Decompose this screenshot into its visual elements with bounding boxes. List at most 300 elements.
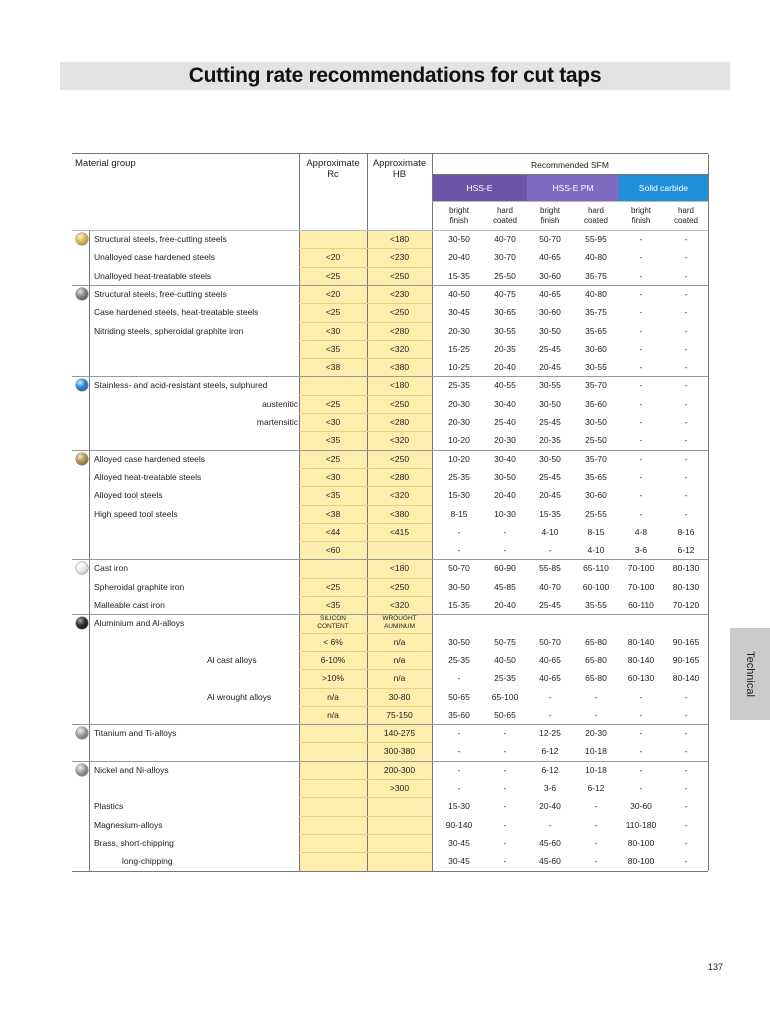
- sfm-value: -: [639, 746, 643, 757]
- sfm-value: -: [457, 728, 461, 739]
- sfm-value: 20-30: [448, 417, 470, 427]
- hb-value: <250: [389, 270, 410, 281]
- material-label: Brass, short-chipping: [94, 837, 174, 848]
- sub-header-3: bright finish: [539, 206, 560, 225]
- sfm-value: -: [684, 819, 688, 830]
- hb-value: WROUGHT AUMINUM: [382, 615, 417, 631]
- sfm-value: 20-40: [539, 801, 561, 812]
- approx-rc-header: Approximate Rc: [306, 158, 360, 180]
- sfm-value: 25-45: [539, 343, 561, 354]
- sfm-value: -: [594, 691, 598, 702]
- hb-value: <380: [389, 362, 410, 373]
- sfm-value: -: [457, 746, 461, 757]
- sfm-value: 30-45: [448, 307, 470, 318]
- hb-value: 300-380: [383, 746, 416, 757]
- sfm-value: -: [503, 728, 507, 739]
- sfm-value: -: [594, 801, 598, 812]
- sfm-value: 15-30: [448, 801, 470, 812]
- sfm-value: -: [684, 234, 688, 244]
- material-label: Alloyed heat-treatable steels: [94, 471, 202, 482]
- sfm-value: 40-50: [448, 288, 470, 299]
- hb-value: <250: [389, 581, 410, 592]
- sfm-value: 6-12: [541, 764, 559, 775]
- table-row: [72, 358, 708, 376]
- table-row: [72, 450, 708, 468]
- sfm-value: 25-35: [448, 380, 470, 391]
- material-label: Nitriding steels, spheroidal graphite iron: [94, 325, 244, 336]
- sfm-value: 10-18: [585, 764, 607, 775]
- rc-value: <38: [325, 508, 341, 519]
- sub-header-5: bright finish: [630, 206, 651, 225]
- sfm-value: -: [639, 435, 643, 446]
- sfm-value: 30-50: [585, 417, 607, 427]
- hb-value: n/a: [393, 654, 406, 665]
- sfm-value: 65-80: [585, 636, 607, 647]
- sub-header-4: hard coated: [583, 206, 609, 225]
- rc-value: <44: [325, 526, 341, 537]
- material-label: Titanium and Ti-alloys: [94, 728, 177, 739]
- sfm-value: -: [503, 837, 507, 848]
- sfm-value: 20-40: [494, 600, 516, 610]
- material-label: Magnesium-alloys: [94, 819, 163, 830]
- sfm-value: -: [684, 270, 688, 281]
- sfm-value: 30-45: [448, 837, 470, 848]
- rc-value: <25: [325, 581, 341, 592]
- rc-value: <60: [325, 545, 341, 556]
- sfm-value: -: [684, 288, 688, 299]
- sfm-value: 20-30: [585, 728, 607, 739]
- bronze-material-ball-icon: [76, 453, 88, 465]
- sfm-value: -: [639, 325, 643, 336]
- hb-value: 200-300: [383, 764, 416, 775]
- sfm-value: 90-165: [672, 636, 700, 647]
- sfm-value: 20-35: [539, 435, 561, 446]
- technical-tab[interactable]: [730, 628, 770, 720]
- sfm-value: 10-25: [448, 362, 470, 373]
- sfm-value: 35-65: [585, 325, 607, 336]
- hb-value: <230: [389, 288, 410, 299]
- sfm-value: 80-140: [627, 636, 655, 647]
- sfm-value: -: [503, 746, 507, 757]
- table-row: [72, 395, 708, 413]
- table-row: [72, 797, 708, 815]
- hb-value: 75-150: [386, 709, 413, 720]
- sfm-value: 20-30: [494, 435, 516, 446]
- sfm-value: 40-65: [539, 673, 561, 684]
- sfm-value: 80-100: [627, 837, 655, 848]
- gold-material-ball-icon: [76, 233, 88, 245]
- table-row: [72, 742, 708, 760]
- sfm-value: 30-60: [630, 801, 652, 812]
- sfm-value: -: [457, 526, 461, 537]
- sfm-value: 20-45: [539, 362, 561, 373]
- sfm-value: -: [684, 801, 688, 812]
- table-row: [72, 541, 708, 559]
- page-title: Cutting rate recommendations for cut taps: [188, 64, 602, 87]
- sfm-value: -: [684, 837, 688, 848]
- hb-value: <380: [389, 508, 410, 519]
- rc-value: < 6%: [323, 636, 343, 647]
- material-label: Unalloyed heat-treatable steels: [94, 270, 212, 281]
- hss-e-band-label: HSS-E: [466, 182, 493, 193]
- material-label: Spheroidal graphite iron: [94, 581, 185, 592]
- sfm-value: 40-75: [494, 288, 516, 299]
- sfm-value: -: [684, 325, 688, 336]
- material-label: Cast iron: [94, 563, 129, 574]
- sfm-value: -: [639, 490, 643, 501]
- table-row: [72, 376, 708, 394]
- rc-value: <25: [325, 398, 341, 409]
- sfm-value: 8-16: [677, 526, 695, 537]
- sfm-value: 25-50: [494, 270, 516, 281]
- table-row: [72, 431, 708, 449]
- sfm-value: -: [639, 398, 643, 409]
- sfm-value: -: [684, 380, 688, 391]
- sfm-value: 110-180: [625, 819, 657, 830]
- material-label: martensitic: [256, 417, 298, 427]
- sfm-value: 40-80: [585, 252, 607, 263]
- sfm-value: 45-85: [494, 581, 516, 592]
- sfm-value: 6-12: [677, 545, 695, 556]
- sfm-value: 50-70: [448, 563, 470, 574]
- rc-value: <30: [325, 325, 341, 336]
- sfm-value: 25-35: [448, 471, 470, 482]
- black-material-ball-icon: [76, 617, 88, 629]
- hb-value: <280: [389, 325, 410, 336]
- table-row: [72, 578, 708, 596]
- hb-value: >300: [389, 783, 410, 793]
- sfm-value: -: [684, 490, 688, 501]
- sfm-value: 4-10: [541, 526, 559, 537]
- table-row: [72, 413, 708, 431]
- hb-value: <250: [389, 453, 410, 464]
- hb-value: <280: [389, 417, 410, 427]
- sfm-value: 25-45: [539, 600, 561, 610]
- sfm-value: -: [639, 343, 643, 354]
- sfm-value: 30-45: [448, 856, 470, 867]
- table-row: [72, 596, 708, 614]
- sfm-value: -: [639, 288, 643, 299]
- sfm-value: -: [639, 709, 643, 720]
- sfm-value: -: [639, 380, 643, 391]
- hss-e-band: [432, 174, 527, 201]
- solid-carbide-band-label: Solid carbide: [638, 182, 689, 193]
- sfm-value: 25-40: [494, 417, 516, 427]
- material-label: austenitic: [262, 398, 298, 409]
- table-row: [72, 505, 708, 523]
- sfm-value: -: [548, 545, 552, 556]
- table-row: [72, 614, 708, 632]
- rc-value: <35: [325, 435, 341, 446]
- sfm-value: 30-70: [494, 252, 516, 263]
- sub-header-1: bright finish: [448, 206, 469, 225]
- sfm-value: -: [503, 819, 507, 830]
- sfm-value: -: [639, 270, 643, 281]
- sfm-value: 40-55: [494, 380, 516, 391]
- table-row: [72, 706, 708, 724]
- sfm-value: -: [639, 234, 643, 244]
- material-label: Stainless- and acid-resistant steels, sulphured: [94, 380, 268, 391]
- hb-value: <415: [389, 526, 410, 537]
- sfm-value: 40-65: [539, 288, 561, 299]
- table-row: [72, 651, 708, 669]
- sfm-value: 35-60: [448, 709, 470, 720]
- rc-value: n/a: [327, 709, 339, 720]
- hb-value: <180: [389, 563, 410, 574]
- table-row: [72, 633, 708, 651]
- table-row: [72, 468, 708, 486]
- sfm-value: -: [503, 545, 507, 556]
- header-separator: [432, 174, 708, 175]
- hb-value: <250: [389, 307, 410, 318]
- sfm-value: 20-40: [448, 252, 470, 263]
- sfm-value: -: [594, 709, 598, 720]
- sfm-value: 40-70: [494, 234, 516, 244]
- sfm-value: 70-120: [672, 600, 700, 610]
- sfm-value: 30-50: [539, 453, 561, 464]
- sfm-value: 25-35: [494, 673, 516, 684]
- table-row: [72, 285, 708, 303]
- sfm-value: 45-60: [539, 837, 561, 848]
- sfm-value: 8-15: [450, 508, 468, 519]
- sfm-value: -: [684, 252, 688, 263]
- darkgray-material-ball-icon: [76, 288, 88, 300]
- sfm-value: -: [503, 856, 507, 867]
- sfm-value: 25-45: [539, 417, 561, 427]
- material-label: Aluminium and Al-alloys: [94, 618, 185, 629]
- sfm-value: 3-6: [543, 783, 557, 793]
- sfm-value: 35-70: [585, 380, 607, 391]
- hb-value: <320: [389, 490, 410, 501]
- hb-value: n/a: [393, 673, 406, 684]
- sfm-value: 90-140: [445, 819, 473, 830]
- sfm-value: 15-30: [448, 490, 470, 501]
- material-label: Plastics: [94, 801, 124, 812]
- sfm-value: -: [457, 545, 461, 556]
- sfm-value: -: [503, 801, 507, 812]
- sfm-value: 80-130: [672, 581, 700, 592]
- sfm-value: 3-6: [634, 545, 648, 556]
- sfm-value: -: [639, 307, 643, 318]
- rc-value: <20: [325, 288, 341, 299]
- sfm-value: 30-50: [539, 398, 561, 409]
- table-row: [72, 523, 708, 541]
- cutting-rate-table: [72, 153, 708, 872]
- hss-e-pm-band-label: HSS-E PM: [552, 182, 594, 193]
- sfm-value: 30-50: [448, 636, 470, 647]
- rc-value: <35: [325, 490, 341, 501]
- sfm-value: 4-8: [634, 526, 648, 537]
- sfm-value: 10-20: [448, 453, 470, 464]
- sfm-value: 50-65: [494, 709, 516, 720]
- sfm-value: 30-60: [585, 343, 607, 354]
- table-row: [72, 248, 708, 266]
- sfm-value: -: [639, 471, 643, 482]
- sfm-value: 30-55: [539, 380, 561, 391]
- sfm-value: 90-165: [672, 654, 700, 665]
- sfm-value: 40-65: [539, 654, 561, 665]
- sfm-value: 35-75: [585, 270, 607, 281]
- hb-value: 30-80: [388, 691, 411, 702]
- sfm-value: 60-90: [494, 563, 516, 574]
- sfm-value: -: [639, 783, 643, 793]
- sfm-value: 30-50: [494, 471, 516, 482]
- table-row: [72, 267, 708, 285]
- title-bar: [60, 62, 730, 90]
- hb-value: <320: [389, 435, 410, 446]
- gray-material-ball-icon: [76, 727, 88, 739]
- table-row: [72, 303, 708, 321]
- sfm-value: 70-100: [627, 563, 655, 574]
- material-label: Unalloyed case hardened steels: [94, 252, 215, 263]
- sfm-value: 30-50: [539, 325, 561, 336]
- sfm-value: -: [639, 453, 643, 464]
- sfm-value: -: [684, 691, 688, 702]
- sfm-value: -: [548, 691, 552, 702]
- sfm-value: -: [684, 471, 688, 482]
- material-group-header: Material group: [75, 158, 136, 169]
- sfm-value: 10-20: [448, 435, 470, 446]
- sfm-value: 80-140: [627, 654, 655, 665]
- hss-e-pm-band: [527, 174, 619, 201]
- sfm-value: 20-30: [448, 398, 470, 409]
- sfm-value: -: [684, 728, 688, 739]
- sfm-value: -: [548, 709, 552, 720]
- sfm-value: -: [548, 819, 552, 830]
- rc-value: <35: [325, 343, 341, 354]
- table-row: [72, 816, 708, 834]
- sfm-value: 6-12: [587, 783, 605, 793]
- sfm-value: -: [684, 435, 688, 446]
- material-label: Al cast alloys: [207, 654, 257, 665]
- sfm-value: 50-70: [539, 234, 561, 244]
- material-label: Al wrought alloys: [207, 691, 272, 702]
- rc-value: <30: [325, 417, 341, 427]
- sfm-value: 25-35: [448, 654, 470, 665]
- sfm-value: 80-140: [672, 673, 700, 684]
- sfm-value: 35-55: [585, 600, 607, 610]
- solid-carbide-band: [619, 174, 708, 201]
- hb-value: <320: [389, 600, 410, 610]
- material-label: Alloyed tool steels: [94, 490, 163, 501]
- sfm-value: 30-50: [448, 234, 470, 244]
- sfm-value: 40-80: [585, 288, 607, 299]
- sfm-value: -: [684, 746, 688, 757]
- sfm-value: 80-130: [672, 563, 700, 574]
- sfm-value: 25-55: [585, 508, 607, 519]
- rc-value: >10%: [322, 673, 344, 684]
- rc-value: SILICON CONTENT: [317, 615, 349, 631]
- sfm-value: -: [503, 526, 507, 537]
- sfm-value: -: [639, 362, 643, 373]
- material-label: Structural steels, free-cutting steels: [94, 234, 227, 244]
- sfm-value: -: [457, 673, 461, 684]
- sfm-value: 10-30: [494, 508, 516, 519]
- sfm-value: 15-35: [448, 270, 470, 281]
- sfm-value: 80-100: [627, 856, 655, 867]
- sfm-value: 60-110: [628, 600, 654, 610]
- table-row: [72, 779, 708, 797]
- sfm-value: -: [684, 398, 688, 409]
- sfm-value: -: [639, 508, 643, 519]
- table-row: [72, 559, 708, 577]
- hb-value: <250: [389, 398, 410, 409]
- hb-value: <230: [389, 252, 410, 263]
- page-number: 137: [708, 962, 724, 972]
- sfm-value: 25-50: [585, 435, 607, 446]
- sfm-value: 60-130: [627, 673, 655, 684]
- sfm-value: -: [684, 453, 688, 464]
- sfm-value: -: [457, 764, 461, 775]
- sfm-value: 55-85: [539, 563, 561, 574]
- sfm-value: 50-70: [539, 636, 561, 647]
- material-label: Case hardened steels, heat-treatable steels: [94, 307, 259, 318]
- sfm-value: 70-100: [627, 581, 655, 592]
- sfm-value: -: [684, 783, 688, 793]
- rc-value: <38: [325, 362, 341, 373]
- sfm-value: -: [457, 783, 461, 793]
- table-row: [72, 486, 708, 504]
- sfm-value: 15-35: [539, 508, 561, 519]
- material-label: High speed tool steels: [94, 508, 178, 519]
- sub-header-2: hard coated: [492, 206, 518, 225]
- sfm-value: 65-110: [583, 563, 609, 574]
- hb-value: <320: [389, 343, 410, 354]
- rc-value: <25: [325, 307, 341, 318]
- sfm-value: 65-80: [585, 654, 607, 665]
- sfm-value: 20-40: [494, 490, 516, 501]
- table-row: [72, 761, 708, 779]
- sfm-value: 30-60: [539, 270, 561, 281]
- sfm-value: 30-40: [494, 453, 516, 464]
- sfm-value: 30-60: [539, 307, 561, 318]
- sfm-value: 50-65: [448, 691, 470, 702]
- material-label: Malleable cast iron: [94, 600, 165, 610]
- sfm-value: 50-75: [494, 636, 516, 647]
- sfm-value: 30-50: [448, 581, 470, 592]
- material-label: long-chipping: [122, 856, 173, 867]
- rc-value: <30: [325, 471, 341, 482]
- rc-value: 6-10%: [320, 654, 346, 665]
- table-row: [72, 688, 708, 706]
- sub-header-6: hard coated: [673, 206, 699, 225]
- table-row: [72, 230, 708, 248]
- sfm-value: -: [639, 691, 643, 702]
- gray-material-ball-icon: [76, 764, 88, 776]
- sfm-value: 30-40: [494, 398, 516, 409]
- sfm-value: 35-75: [585, 307, 607, 318]
- sfm-value: -: [594, 856, 598, 867]
- table-row: [72, 852, 708, 870]
- sfm-value: 30-55: [585, 362, 607, 373]
- sfm-value: -: [684, 417, 688, 427]
- sfm-value: 25-45: [539, 471, 561, 482]
- sfm-value: -: [684, 362, 688, 373]
- sfm-value: -: [684, 307, 688, 318]
- hb-value: <180: [389, 380, 410, 391]
- sfm-value: -: [594, 819, 598, 830]
- rc-value: <25: [325, 270, 341, 281]
- sfm-value: 45-60: [539, 856, 561, 867]
- sfm-value: 20-30: [448, 325, 470, 336]
- sfm-value: -: [503, 764, 507, 775]
- white-material-ball-icon: [76, 562, 88, 574]
- sfm-value: -: [503, 783, 507, 793]
- sfm-value: 6-12: [541, 746, 559, 757]
- sfm-value: 40-70: [539, 581, 561, 592]
- blue-material-ball-icon: [76, 379, 88, 391]
- table-row: [72, 340, 708, 358]
